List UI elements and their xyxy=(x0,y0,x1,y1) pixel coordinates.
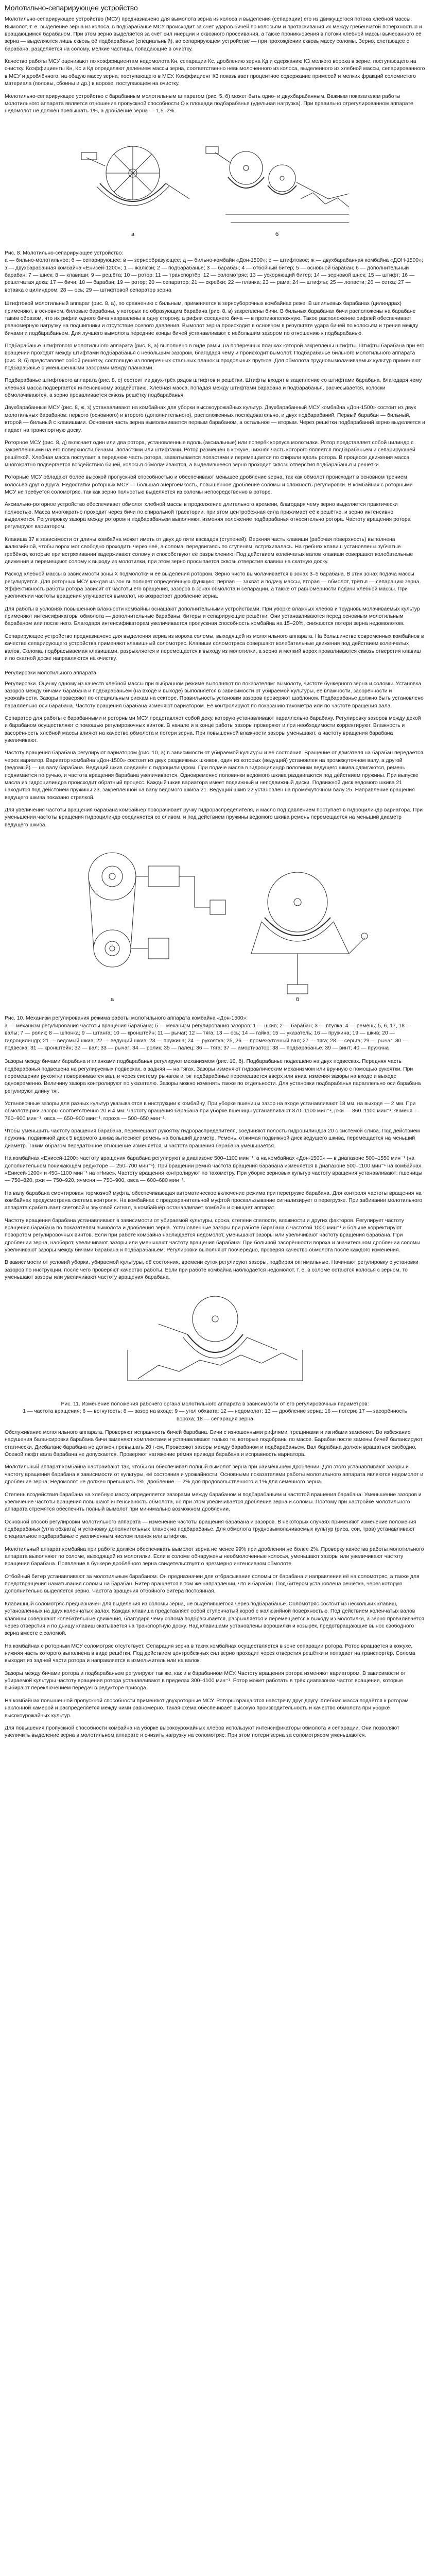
body-paragraph: Сепаратор для работы с барабанными и роторными МСУ представляет собой деку, которую устанавливают параллельно барабану. Регулировку зазоров между декой и барабаном осуществляют с помощью регулировочных винтов. В начале и в конце работы зазоры проверяют и при необходимости корректируют. Влажность и засорённость хлебной массы влияют на качество обмолота и потери зерна. При повышенной влажности зазоры уменьшают, а частоту вращения барабана увеличивают. xyxy=(5,716,421,744)
figure1-caption-block xyxy=(5,250,425,294)
body-paragraph: Клавишный соломотряс предназначен для выделения из соломы зерна, не выделившегося через подбарабанье. Соломотряс состоит из нескольких клавиш, установленных на двух коленчатых валах. Каждая клавиша представляет собой ступенчатый короб с жалюзийной поверхностью. Под действием коленчатых валов клавиши совершают колебательные движения, благодаря чему солома подбрасывается, разрыхляется и перемещается к выходу из молотилки, а зерно проваливается через отверстия и по днищу клавиш скатывается на транспортную доску. Над клавишами установлены ворошилки и козырёк, предотвращающие вынос свободного зерна вместе с соломой. xyxy=(5,1601,425,1637)
body-paragraph: Роторное МСУ (рис. 8, д) включает один или два ротора, установленные вдоль (аксиальные) или поперёк корпуса молотилки. Ротор представляет собой цилиндр с закреплёнными на его поверхности бичами, лопастями или штифтами. Ротор размещён в кожухе, нижняя часть которого является подбарабаньем и сепарирующей решёткой. Хлебная масса поступает в переднюю часть ротора, захватывается лопастями и перемещается по спирали вдоль ротора. В процессе движения масса многократно подвергается воздействию бичей, колосья обмолачиваются, а выделившееся зерно проходит сквозь отверстия подбарабанья и решётки. xyxy=(5,439,415,468)
body-paragraph: Роторные МСУ обладают более высокой пропускной способностью и обеспечивают меньшее дробление зерна, так как обмолот происходит в основном трением колосьев друг о друга. Недостатки роторных МСУ — большая энергоёмкость, повышенное дробление соломы и сложность регулировки. В комбайнах с роторными МСУ не требуется соломотряс, так как зерно полностью выделяется из соломы непосредственно в роторе. xyxy=(5,474,413,496)
body-paragraph: Аксиально-роторное устройство обеспечивает обмолот хлебной массы в продолжение длительного времени, благодаря чему зерно выделяется практически полностью. Масса многократно проходит через бичи по спиральной траектории, при этом центробежная сила прижимает её к решётке, и зерно интенсивно выделяется. Регулировку зазора между ротором и подбарабаньем выполняют, изменяя положение подбарабанья относительно ротора. Частоту вращения ротора регулируют вариатором. xyxy=(5,502,411,530)
page-title: Молотильно-сепарирующее устройство xyxy=(5,4,138,12)
body-paragraph: На комбайнах с роторным МСУ соломотряс отсутствует. Сепарация зерна в таких комбайнах осуществляется в зоне сепарации ротора. Ротор вращается в кожухе, нижняя часть которого выполнена в виде решётки. Под действием центробежных сил зерно проходит через отверстия решётки и попадает на транспортёр. Солома выходит из задней части ротора и направляется в измельчитель или на валок. xyxy=(5,1643,415,1664)
body-paragraph: На комбайнах повышенной пропускной способности применяют двухроторные МСУ. Роторы вращаются навстречу друг другу. Хлебная масса подаётся к роторам наклонной камерой и распределяется между ними равномерно. Такая схема обеспечивает высокую производительность и качество обмолота при уборке высокоурожайных культур. xyxy=(5,1698,409,1719)
parameter-diagram-drawing xyxy=(128,1296,303,1381)
body-paragraph: На комбайнах «Енисей-1200» частоту вращения барабана регулируют в диапазоне 500–1100 мин⁻¹, а на комбайнах «Дон-1500» — в диапазоне 500–1550 мин⁻¹ (на дополнительном понижающем редукторе — 250–700 мин⁻¹). При вращении ремня частота вращения барабана изменяется в диапазоне 500–1100 мин⁻¹ на комбайнах «Енисей-1200» и 450–1100 мин⁻¹ на «Ниве». Частоту вращения контролируют по тахометру. При уборке зерновых культур частоту вращения устанавливают: пшеницы — 750–820, ржи — 750–920, ячменя — 750–900, овса — 600–680 мин⁻¹. xyxy=(5,1156,423,1184)
figure-parameter-diagram xyxy=(5,1288,425,1394)
figure3-caption: Рис. 11. Изменение положения рабочего органа молотильного аппарата в зависимости от его регулировочных параметров: xyxy=(61,1401,369,1407)
body-paragraph: Клавиша 37 в зависимости от длины комбайна может иметь от двух до пяти каскадов (ступеней). Верхняя часть клавиши (рабочая поверхность) выполнена жалюзийной, чтобы ворох мог свободно проходить через неё, а солома, передвигаясь по ступеням, встряхивалась. На гребнях клавиш установлены зубчатые гребёнки, которые при встряхивании задерживают солому и способствуют её разрыхлению. Под действием коленчатых валов клавиши совершают колебательные движения и перемещают солому к выходу из молотилки, при этом зерно просыпается сквозь отверстия клавиш на скатную доску. xyxy=(5,536,413,565)
figure1-legend: а — бильно-молотильное; б — сепарирующее; в — зернообразующее; д — бильно-комбайн «Дон-1500»; е — штифтовое; ж — двухбарабанная комбайна «ДОН-1500»; з — двухбарабанная комбайна «Енисей-1200»; 1 — жалюзи; 2 — подбарабанье; 3 — барабан; 4 — отбойный битер; 5 — основной барабан; 6 — дополнительный барабан; 7 — шнек; 8 — клавиши; 9 — решёта; 10 — ротор; 11 — транспортёр; 12 — соломотряс; 13 — ускоряющий битер; 14 — зерновой шнек; 15 — штифт; 16 — решетчатая дека; 17 — бичи; 18 — барабан; 19 — ротор; 20 — сепаратор; 21 — скребки; 22 — планка; 23 — рама; 24 — штифты; 25 — лопасти; 26 — сетка; 27 — вставка с цилиндром; 28 — ось; 29 — штифтовой сепаратор зерна xyxy=(5,258,423,293)
figure2-label-a: а xyxy=(110,996,114,1003)
body-paragraph: Частоту вращения барабана регулируют вариатором (рис. 10, а) в зависимости от убираемой культуры и её состояния. Вращение от двигателя на барабан передаётся через вариатор. Вариатор комбайна «Дон-1500» состоит из двух раздвижных шкивов, один из которых (ведущий) установлен на промежуточном валу, а другой (ведомый) — на валу барабана. Ведущий шкив соединён с гидроцилиндром. При подаче масла в гидроцилиндр половинки ведущего шкива сдвигаются, ремень поднимается по ручью, и частота вращения барабана увеличивается. Одновременно половинки ведомого шкива раздвигаются под действием пружины. При выпуске масла из гидроцилиндра происходит обратный процесс. Каждый шкив вариатора имеет подвижный и неподвижный диски. Подвижной диск ведомого шкива 21 находится под действием пружины 23, закреплённой на валу ведомого шкива 21. Ведущий шкив 22 установлен на промежуточном валу 25. Направление вращения ведущего шкива показано стрелкой. xyxy=(5,750,423,801)
body-section-4 xyxy=(5,1429,425,1740)
section-title: Регулировки молотильного аппарата xyxy=(5,670,96,676)
body-paragraph: Молотильный аппарат комбайна при работе должен обеспечивать вымолот зерна не менее 99% при дроблении не более 2%. Проверку качества работы молотильного аппарата выполняют по соломе, выходящей из молотилки. Если в соломе обнаружены необмолоченные колосья, уменьшают зазоры или увеличивают частоту вращения барабана. Появление в бункере дроблёного зерна свидетельствует о чрезмерно интенсивном обмолоте. xyxy=(5,1546,424,1567)
body-paragraph: Обслуживание молотильного аппарата. Проверяют исправность бичей барабана. Бичи с изношенными рифлями, трещинами и изгибами заменяют. Во избежание нарушения балансировки барабана бичи заменяют комплектами и устанавливают только те, которые подобраны по массе. Барабан после замены бичей балансируют статически. Дисбаланс барабана не должен превышать 20 г·см. Проверяют зазоры между барабаном и подбарабаньем. Вал барабана должен вращаться свободно. Осевой люфт вала барабана не допускается. Проверяют натяжение ремня привода барабана и исправность вариатора. xyxy=(5,1430,423,1458)
figure2-label-b: б xyxy=(295,996,299,1003)
body-paragraph: В зависимости от условий уборки, убираемой культуры, её состояния, времени суток регулируют зазоры, подбирая оптимальные. Начинают регулировку с установки зазоров по инструкции, после чего проверяют качество работы. Если при работе комбайна наблюдается недомолот, т. е. в соломе остаются колосья с зерном, то уменьшают зазоры или увеличивают частоту вращения барабана. xyxy=(5,1260,418,1281)
body-paragraph: Регулировки. Оценку одному из качеств хлебной массы при выбранном режиме выполняют по показателям: вымолоту, чистоте бункерного зерна и соломы. Установка зазоров между бичами барабана и подбарабаньем (на входе и выходе) выполняется в зависимости от убираемой культуры, её влажности, засорённости и урожайности. Зазоры проверяют по специальным рискам на секторе. Правильность установки зазоров проверяют шаблоном. Подбарабанье должно быть установлено параллельно оси барабана. Частоту вращения барабана изменяют вариатором. Её контролируют по показанию тахометра или по частоте вращения вала. xyxy=(5,681,424,709)
intro-section xyxy=(5,16,425,115)
figure2-caption: Рис. 10. Механизм регулирования режима работы молотильного аппарата комбайна «Дон-1500»: xyxy=(5,1015,248,1022)
figure1-label-b: б xyxy=(275,231,278,238)
body-section-3 xyxy=(5,1058,425,1281)
body-paragraph: Установочные зазоры для разных культур указываются в инструкции к комбайну. При уборке пшеницы зазор на входе устанавливают 18 мм, на выходе — 2 мм. При обмолоте ржи зазоры соответственно 20 и 4 мм. Частоту вращения барабана при уборке пшеницы устанавливают 870–1100 мин⁻¹, ржи — 860–1100 мин⁻¹, ячменя — 760–900 мин⁻¹, овса — 650–900 мин⁻¹, гороха — 500–650 мин⁻¹. xyxy=(5,1101,420,1122)
body-paragraph: Для увеличения частоты вращения барабана комбайнер поворачивает ручку гидрораспределителя, и масло под давлением поступает в гидроцилиндр вариатора. При уменьшении частоты вращения гидроцилиндр соединяется со сливом, и под действием пружины ведомого шкива ремень перемещается на меньший диаметр ведущего шкива. xyxy=(5,807,423,828)
body-paragraph: Молотильный аппарат комбайна настраивают так, чтобы он обеспечивал полный вымолот зерна при наименьшем дроблении. Для этого устанавливают зазоры и частоту вращения барабана в зависимости от культуры, её состояния и урожайности. Основными показателями работы молотильного аппарата являются недомолот и дробление зерна. Недомолот не должен превышать 1%, дробление — 2% для продовольственного и 1% для семенного зерна. xyxy=(5,1464,424,1485)
regulation-mechanism-illustration xyxy=(56,835,375,1005)
intro-paragraph: Молотильно-сепарирующее устройство с барабанным молотильным аппаратом (рис. 5, б) может быть одно- и двухбарабанным. Важным показателем работы молотильного аппарата является отношение пропускной способности Q к площади подбарабанья (удельная нагрузка). При правильно отрегулированном аппарате недомолот не должен превышать 1%, а дробление зерна — 1,5–2%. xyxy=(5,93,413,114)
body-paragraph: Частоту вращения барабана устанавливают в зависимости от убираемой культуры, срока, степени спелости, влажности и других факторов. Регулирует частоту вращения барабана по показателям вымолота и дробления зерна. Установленные зазоры при работе барабана с частотой 1000 мин⁻¹ и больше корректируют поворотом регулировочных винтов. Если при работе комбайна наблюдается недомолот, уменьшают зазоры или увеличивают частоту вращения барабана. При дроблении зерна, наоборот, увеличивают зазоры или уменьшают частоту вращения барабана. При большой засорённости вороха и значительном дроблении соломы увеличивают зазоры между бичами барабана и подбарабаньем. Регулировки выполняют поочерёдно, проверяя качество обмолота после каждого изменения. xyxy=(5,1217,421,1253)
body-paragraph: Степень воздействия барабана на хлебную массу определяется зазорами между барабаном и подбарабаньем и частотой вращения барабана. Уменьшение зазоров и увеличение частоты вращения повышают интенсивность обмолота, но при этом увеличивается дробление зерна и соломы. Поэтому при настройке молотильного аппарата стремятся обеспечить полный вымолот при минимально возможном дроблении. xyxy=(5,1492,422,1513)
intro-paragraph: Качество работы МСУ оценивают по коэффициентам недомолота Кн, сепарации Кс, дроблению зерна Кд и сдержанию К3 мелкого вороха в зерне, поступающего на очистку. Коэффициенты Кн, Кс и Кд определяют делением массы зерна, соответственно невымолоченного из колоса, выделенного из хлебной массы, сепарированного в МСУ и дроблённого, на общую массу зерна, поступающего в МСУ. Коэффициент К3 показывает процентное содержание примесей и мелких фракций соломистого материала (половы, сбоины и др.) в ворохе, поступающем на очистку. xyxy=(5,59,425,87)
body-paragraph: Отбойный битер устанавливают за молотильным барабаном. Он предназначен для отбрасывания соломы от барабана и направления её на соломотряс, а также для предотвращения наматывания соломы на барабан. Битер вращается в том же направлении, что и барабан. Под битером установлена решётка, через которую дополнительно выделяется зерно. Частота вращения отбойного битера постоянная. xyxy=(5,1573,420,1595)
body-paragraph: Основной способ регулировки молотильного аппарата — изменение частоты вращения барабана и зазоров. В некоторых случаях применяют изменение положения подбарабанья (угла обхвата) и установку дополнительных планок на подбарабанье. Для обмолота трудновымолачиваемых культур (риса, сои, трав) устанавливают специальное подбарабанье с увеличенным числом планок или штифтов. xyxy=(5,1519,416,1540)
intro-paragraph: Молотильно-сепарирующее устройство (МСУ) предназначено для вымолота зерна из колоса и выделения (сепарации) его из движущегося потока хлебной массы. Вымолот, т. е. выделение зерна из колоса, в подбарабанье МСУ происходит за счёт ударов бичей по колосьям и протаскивания их между гребенчатой поверхностью и вращающимся барабаном. При этом зерно выделяется за счёт сил инерции и сквозного просеивания, а также проникновения в потоки хлебной массы вычесанного её зерна — выделяются лишь сквозь её подбарабанье (специальный), во сепарирующем устройстве — при прохождении сквозь массу соломы. Зерно, слетающее с барабана, разделяется на солому, мелкие частицы, попадающие в очистку. xyxy=(5,16,422,52)
gap-adjust-drawing xyxy=(251,872,368,994)
body-section-2 xyxy=(5,681,425,829)
figure1-caption: Рис. 8. Молотильно-сепарирующее устройство: xyxy=(5,250,124,256)
body-paragraph: Зазоры между бичами ротора и подбарабаньем регулируют так же, как и в барабанном МСУ. Частоту вращения ротора изменяют вариатором. В зависимости от убираемой культуры частоту вращения ротора устанавливают в пределах 300–1100 мин⁻¹. Ротор может работать в трёх диапазонах частот вращения, которые выбирают переключением передач в редукторе привода. xyxy=(5,1670,406,1691)
body-paragraph: Чтобы уменьшить частоту вращения барабана, перемещают рукоятку гидрораспределителя, соединяют полость гидроцилиндра 20 с системой слива. Под действием пружины подвижной диск 5 ведомого шкива вытесняет ремень на больший диаметр. Ремень, отжимая подвижной диск ведущего шкива, перемещается на меньший диаметр. Таким образом передаточное отношение изменяется, и частота вращения барабана уменьшается. xyxy=(5,1128,420,1149)
figure3-caption-block xyxy=(17,1401,413,1423)
speed-variator-drawing xyxy=(89,853,225,967)
figure-regulation-mechanism xyxy=(5,835,425,1008)
combine-section-drawing xyxy=(206,146,349,223)
body-section-1 xyxy=(5,300,425,663)
body-paragraph: Зазоры между бичами барабана и планками подбарабанья регулируют механизмом (рис. 10, б). Подбарабанье подвешено на двух подвесках. Передняя часть подбарабанья подвешена на регулируемых подвесках, а задняя — на тягах. Зазоры изменяют гидравлическим механизмом или вручную с помощью рукоятки. При перемещении рукоятки поворачивается вал, и через систему рычагов и тяг подбарабанье перемещается вверх или вниз, изменяя зазоры на входе и выходе одновременно. Величину зазора контролируют по указателю. Зазоры можно изменять также по отдельности. Для установки подбарабанья параллельно оси барабана регулируют длину тяг. xyxy=(5,1059,421,1094)
body-paragraph: Сепарирующее устройство предназначено для выделения зерна из вороха соломы, выходящей из молотильного аппарата. На большинстве современных комбайнов в качестве сепарирующего устройства применяют клавишный соломотряс. Клавиши соломотряса совершают колебательные движения под действием коленчатых валов. Солома, подбрасываемая клавишами, разрыхляется и перемещается к выходу из молотилки, а зерно и мелкий ворох проваливаются сквозь отверстия клавиш и по скатной доске направляются на очистку. xyxy=(5,633,424,662)
parameter-diagram-illustration xyxy=(97,1288,334,1391)
body-paragraph: Подбарабанье штифтового молотильного аппарата (рис. 8, а) выполнено в виде рамы, на поперечных планках которой закреплены штифты. Штифты барабана при его вращении проходят между штифтами подбарабанья с небольшим зазором, благодаря чему и происходит вымолот. Подбарабанье бильного молотильного аппарата (рис. 8, б) представляет собой решётку, состоящую из поперечных стальных планок и продольных прутков. Для обмолота трудновымолачиваемых культур применяют подбарабанье с уменьшенными зазорами между планками. xyxy=(5,343,425,371)
figure2-caption-block xyxy=(5,1015,425,1052)
threshing-devices-illustration xyxy=(71,122,359,240)
body-paragraph: Расход хлебной массы в зависимости зоны X подмолотки и её выделения ротором. Зерно чисто вымолачивается в зонах 3–5 барабана. В этих зонах подача массы регулируется. Для роторных МСУ каждая из зон выполняет определённую функцию: первая — захват и подачу массы, вторая — обмолот, третья — сепарацию зерна. Эффективность работы ротора зависит от частоты его вращения, зазоров в зонах обмолота и сепарации, а также от равномерности подачи хлебной массы. При увеличении частоты вращения улучшается вымолот, но возрастает дробление зерна. xyxy=(5,571,421,600)
drum-thresher-drawing xyxy=(81,146,189,206)
figure1-label-a: а xyxy=(131,231,134,238)
body-paragraph: Для работы в условиях повышенной влажности комбайны оснащают дополнительными устройствами. При уборке влажных хлебов и трудновымолачиваемых культур применяют интенсификаторы обмолота — дополнительные барабаны, битеры и сепарирующие решётки. Они устанавливаются перед основным молотильным барабаном или после него. Благодаря интенсификаторам увеличивается пропускная способность комбайна на 15–20%, снижаются потери зерна недомолотом. xyxy=(5,606,420,627)
body-paragraph: Штифтовой молотильный аппарат (рис. 8, а), по сравнению с бильным, применяется в зерноуборочных комбайнах реже. В шпильевых барабанах (цилиндрах) применяют, в основном, биловые барабаны, у которых по образующим барабана (рис. 8, в) закреплены бичи. В бильных барабанах бичи расположены на барабане таким образом, что их рифли одного бича направлены в одну сторону, а рифли соседнего бича — в противоположную. Такое расположение рифлей обеспечивает равномерную нагрузку на подшипники и отсутствие осевого давления. Вымолот зерна происходит в основном в результате удара бичей по колосьям и трения между бичами и подбарабаньем. Для лучшего вымолота передние концы бичей устанавливают с небольшим зазором по отношению к подбарабанью. xyxy=(5,301,418,336)
body-paragraph: Подбарабанье штифтового аппарата (рис. 8, е) состоит из двух-трёх рядов штифтов и решётки. Штифты входят в зацепление со штифтами барабана, благодаря чему хлебная масса подвергается интенсивному воздействию. Хлебная масса, попадая между штифтами барабана и подбарабанья, расчёсывается, колоски обмолачиваются, а зерно проваливается сквозь решётку подбарабанья. xyxy=(5,378,422,399)
figure2-legend: а — механизм регулирования частоты вращения барабана; б — механизм регулирования зазоров; 1 — шкив; 2 — барабан; 3 — втулка; 4 — ремень; 5, 6, 17, 18 — валы; 7 — ролик; 8 — шпонка; 9 — штанга; 10 — кронштейн; 11 — рычаг; 12 — тяга; 13 — ось; 14 — гайка; 15 — указатель; 16 — пружина; 19 — шкив; 20 — гидроцилиндр; 21 — ведомый шкив; 22 — ведущий шкив; 23 — пружина; 24 — рукоятка; 25, 26 — промежуточный вал; 27 — тяга; 28 — серьга; 29 — рычаг; 30 — подвеска; 31 — кронштейн; 32 — вал; 33 — рычаг; 34 — ролик; 35 — палец; 36 — тяга; 37 — амортизатор; 38 — подбарабанье; 39 — винт; 40 — пружина xyxy=(5,1023,412,1051)
body-paragraph: На валу барабана смонтирован тормозной муфта, обеспечивающая автоматическое включение режима при перегрузке барабана. Для контроля частоты вращения на комбайнах предусмотрена система контроля. На комбайнах с предохранительной муфтой проскальзывание сигнализирует о перегрузке. При забивании молотильного аппарата срабатывает световой и звуковой сигнал, а комбайнёр останавливает комбайн и очищает аппарат. xyxy=(5,1190,423,1211)
body-paragraph: Для повышения пропускной способности комбайна на уборке высокоурожайных хлебов используют интенсификаторы обмолота и сепарации. Они позволяют увеличить выделение зерна в молотильном аппарате и снизить нагрузку на соломотряс. При этом потери зерна за соломотрясом уменьшаются. xyxy=(5,1725,399,1739)
figure-threshing-devices xyxy=(5,122,425,243)
body-paragraph: Двухбарабанные МСУ (рис. 8, ж, з) устанавливают на комбайнах для уборки высокоурожайных культур. Двухбарабанный МСУ комбайна «Дон-1500» состоит из двух молотильных барабанов: первого (основного) и второго (дополнительного), расположенных последовательно, и двух подбарабаний. Первый барабан — бильный, второй — бильный с клавишами. Основная часть зерна вымолачивается первым барабаном, а остальное — вторым. Через решётки подбарабаний зерно выделяется и падает на транспортную доску. xyxy=(5,405,425,433)
figure3-legend: 1 — частота вращения; 6 — вогнутость; 8 — зазор на входе; 9 — угол обхвата; 12 — недомолот; 13 — дробление зерна; 16 — потери; 17 — засорённость вороха; 18 — сепарация зерна xyxy=(23,1409,407,1422)
